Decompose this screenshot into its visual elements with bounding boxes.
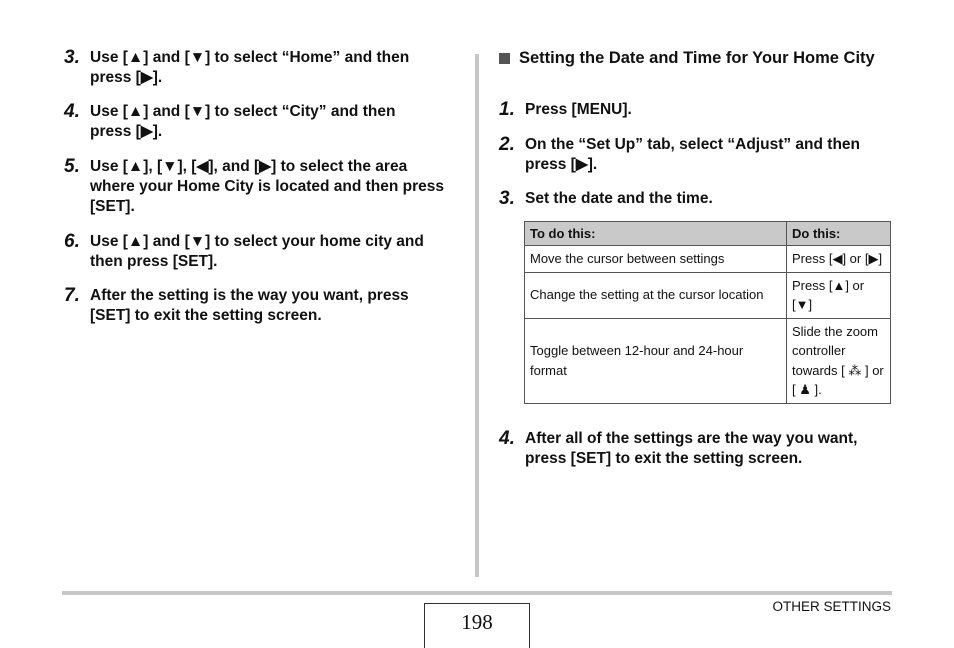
step-5-left bbox=[64, 157, 444, 217]
step-text: Set the date and the time. bbox=[525, 190, 713, 207]
table-cell: Slide the zoom controller towards [ ⁂ ] or [ ♟ ]. bbox=[787, 318, 891, 403]
step-text: Use [▲] and [▼] to select “City” and then press [▶]. bbox=[90, 103, 396, 140]
table-row bbox=[525, 272, 891, 318]
step-text: Use [▲], [▼], [◀], and [▶] to select the area where your Home City is located and then press [SET]. bbox=[90, 158, 445, 215]
table-cell: Toggle between 12-hour and 24-hour format bbox=[525, 318, 787, 403]
section-label: OTHER SETTINGS bbox=[772, 599, 891, 614]
step-number: 4. bbox=[499, 428, 515, 449]
step-3-left bbox=[64, 48, 444, 88]
step-text: Use [▲] and [▼] to select your home city and then press [SET]. bbox=[90, 233, 424, 270]
step-text: On the “Set Up” tab, select “Adjust” and then press [▶]. bbox=[525, 136, 861, 173]
step-1-right bbox=[499, 100, 879, 120]
table-header: Do this: bbox=[787, 222, 891, 246]
square-bullet-icon bbox=[499, 53, 510, 64]
step-text: Use [▲] and [▼] to select “Home” and then press [▶]. bbox=[90, 49, 410, 86]
step-number: 3. bbox=[64, 47, 80, 68]
step-number: 7. bbox=[64, 285, 80, 306]
table-row bbox=[525, 246, 891, 273]
step-number: 5. bbox=[64, 156, 80, 177]
table-cell: Press [▲] or [▼] bbox=[787, 272, 891, 318]
table-cell: Press [◀] or [▶] bbox=[787, 246, 891, 273]
step-2-right bbox=[499, 135, 891, 175]
step-number: 3. bbox=[499, 188, 515, 209]
table-cell: Change the setting at the cursor location bbox=[525, 272, 787, 318]
step-number: 4. bbox=[64, 101, 80, 122]
footer-rule bbox=[62, 591, 892, 595]
settings-table bbox=[524, 221, 891, 404]
step-number: 6. bbox=[64, 231, 80, 252]
step-text: After all of the settings are the way you want, press [SET] to exit the setting screen. bbox=[525, 430, 858, 467]
step-7-left bbox=[64, 286, 444, 326]
step-text: After the setting is the way you want, press [SET] to exit the setting screen. bbox=[90, 287, 409, 324]
table-header: To do this: bbox=[525, 222, 787, 246]
table-cell: Move the cursor between settings bbox=[525, 246, 787, 273]
table-row bbox=[525, 318, 891, 403]
step-text: Press [MENU]. bbox=[525, 101, 632, 118]
section-heading bbox=[499, 48, 879, 68]
column-divider bbox=[475, 54, 479, 577]
page-number: 198 bbox=[424, 603, 530, 648]
step-3-right bbox=[499, 189, 879, 209]
step-4-left bbox=[64, 102, 434, 142]
step-number: 1. bbox=[499, 99, 515, 120]
step-6-left bbox=[64, 232, 454, 272]
table-header-row bbox=[525, 222, 891, 246]
step-number: 2. bbox=[499, 134, 515, 155]
step-4-right bbox=[499, 429, 891, 469]
section-title: Setting the Date and Time for Your Home City bbox=[519, 49, 875, 67]
